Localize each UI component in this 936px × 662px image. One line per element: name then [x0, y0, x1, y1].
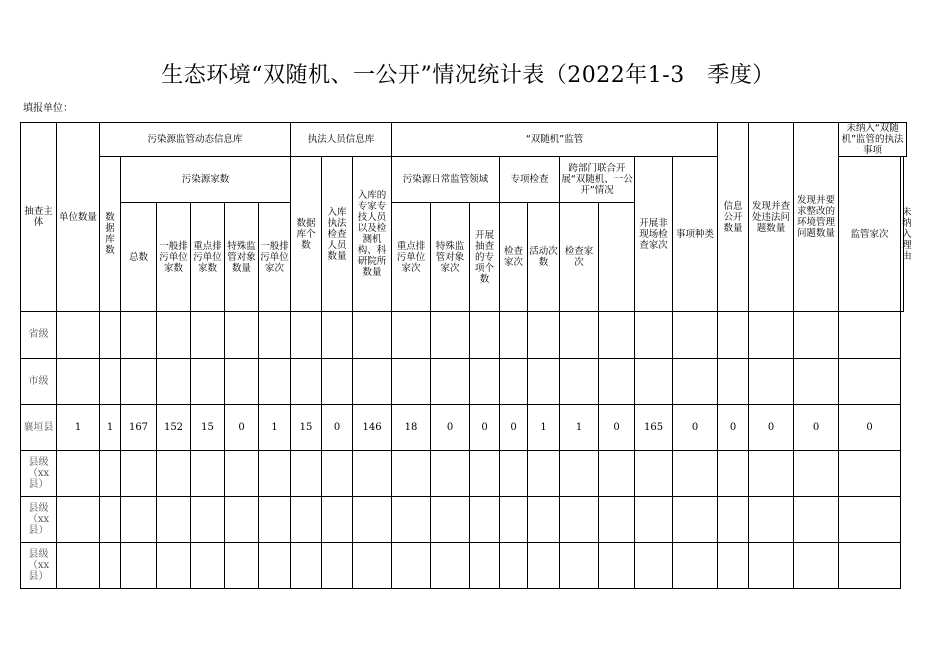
- table-cell: [392, 450, 431, 496]
- table-cell: 167: [121, 404, 157, 450]
- table-cell: [225, 542, 259, 588]
- header-activity-times: 活动次数: [528, 203, 560, 312]
- table-cell: [322, 496, 353, 542]
- table-cell: [121, 358, 157, 404]
- row-label: 省级: [21, 312, 57, 358]
- table-cell: [794, 496, 839, 542]
- table-cell: [392, 358, 431, 404]
- table-cell: 0: [470, 404, 500, 450]
- table-cell: [635, 312, 673, 358]
- table-cell: [431, 496, 470, 542]
- table-cell: [191, 312, 225, 358]
- table-cell: 1: [259, 404, 291, 450]
- table-cell: [121, 496, 157, 542]
- table-cell: [635, 542, 673, 588]
- table-cell: [57, 450, 100, 496]
- table-cell: 0: [599, 404, 635, 450]
- table-cell: [599, 542, 635, 588]
- table-cell: [749, 358, 794, 404]
- table-cell: [599, 358, 635, 404]
- table-cell: [157, 450, 191, 496]
- table-cell: [157, 542, 191, 588]
- table-cell: [500, 312, 528, 358]
- table-cell: [718, 450, 749, 496]
- reporting-unit-label: 填报单位：: [23, 103, 73, 114]
- table-cell: [100, 542, 121, 588]
- table-cell: 0: [500, 404, 528, 450]
- table-cell: [225, 496, 259, 542]
- row-label: 县级（xx县）: [21, 496, 57, 542]
- header-not-included-reason: 未纳入理由: [901, 157, 904, 312]
- page-title: 生态环境“双随机、一公开”情况统计表（2022年1-3 季度）: [161, 63, 775, 88]
- table-cell: [57, 496, 100, 542]
- table-cell: [57, 542, 100, 588]
- table-cell: [157, 496, 191, 542]
- table-cell: [291, 312, 322, 358]
- table-cell: [528, 358, 560, 404]
- table-row: [21, 312, 907, 358]
- table-cell: [121, 450, 157, 496]
- header-item-types: 事项种类: [673, 157, 718, 312]
- table-cell: [839, 496, 901, 542]
- table-cell: [560, 496, 599, 542]
- table-cell: [431, 450, 470, 496]
- table-cell: [500, 450, 528, 496]
- table-cell: 152: [157, 404, 191, 450]
- table-cell: 0: [749, 404, 794, 450]
- table-cell: [635, 496, 673, 542]
- table-cell: [500, 542, 528, 588]
- header-cross-check-times: 检查家次: [560, 203, 599, 312]
- table-cell: [560, 450, 599, 496]
- table-cell: [259, 312, 291, 358]
- table-cell: [528, 542, 560, 588]
- table-cell: [57, 358, 100, 404]
- table-cell: [225, 312, 259, 358]
- table-cell: [718, 358, 749, 404]
- table-cell: [259, 542, 291, 588]
- table-cell: [353, 358, 392, 404]
- header-special-times: 特殊监管对象家次: [431, 203, 470, 312]
- header-violations-found: 发现并查处违法问题数量: [749, 123, 794, 312]
- table-cell: [100, 312, 121, 358]
- table-cell: 18: [392, 404, 431, 450]
- table-cell: [718, 496, 749, 542]
- table-cell: [500, 358, 528, 404]
- header-unit-count: 单位数量: [57, 123, 100, 312]
- table-cell: 0: [225, 404, 259, 450]
- table-cell: [291, 542, 322, 588]
- table-cell: [259, 358, 291, 404]
- table-cell: [392, 542, 431, 588]
- table-cell: [560, 542, 599, 588]
- header-pollution-sources: 污染源家数: [121, 157, 291, 203]
- table-cell: [353, 450, 392, 496]
- header-officers-in-db: 入库执法检查人员数量: [322, 157, 353, 312]
- table-cell: [794, 312, 839, 358]
- table-cell: [673, 450, 718, 496]
- header-inspect-subject: 抽查主体: [21, 123, 57, 312]
- table-cell: [191, 450, 225, 496]
- table-cell: [560, 358, 599, 404]
- table-cell: [392, 312, 431, 358]
- header-double-random: “双随机”监管: [392, 123, 718, 157]
- table-cell: [100, 450, 121, 496]
- table-cell: [470, 312, 500, 358]
- header-info-public: 信息公开数量: [718, 123, 749, 312]
- table-cell: 0: [839, 404, 901, 450]
- table-cell: [291, 496, 322, 542]
- row-label: 襄垣县: [21, 404, 57, 450]
- table-cell: [291, 358, 322, 404]
- table-cell: [57, 312, 100, 358]
- table-cell: [225, 358, 259, 404]
- table-cell: 0: [794, 404, 839, 450]
- table-cell: [259, 496, 291, 542]
- header-not-included: 未纳入“双随机”监管的执法事项: [839, 123, 907, 157]
- table-cell: [528, 312, 560, 358]
- header-general-times: 一般排污单位家次: [259, 203, 291, 312]
- table-cell: [322, 358, 353, 404]
- table-cell: [794, 450, 839, 496]
- header-experts-in-db: 入库的专家专技人员以及检测机构、科研院所数量: [353, 157, 392, 312]
- header-rectify-count: 发现并要求整改的环境管理问题数量: [794, 123, 839, 312]
- table-cell: [100, 358, 121, 404]
- row-label: 市级: [21, 358, 57, 404]
- table-cell: [470, 450, 500, 496]
- table-cell: [431, 312, 470, 358]
- table-cell: [470, 358, 500, 404]
- table-cell: [291, 450, 322, 496]
- row-label: 县级（xx县）: [21, 450, 57, 496]
- table-cell: [635, 358, 673, 404]
- table-cell: [157, 358, 191, 404]
- table-cell: [353, 312, 392, 358]
- table-cell: [673, 542, 718, 588]
- table-row: [21, 404, 907, 450]
- table-cell: 1: [560, 404, 599, 450]
- table-cell: [673, 312, 718, 358]
- header-db-count: 数据库数: [100, 157, 121, 312]
- table-cell: [794, 358, 839, 404]
- table-cell: [599, 312, 635, 358]
- header-special-items: 开展抽查的专项个数: [470, 203, 500, 312]
- table-cell: [749, 496, 794, 542]
- table-row: [21, 358, 907, 404]
- table-cell: [121, 542, 157, 588]
- table-cell: [673, 496, 718, 542]
- header-daily-domain: 污染源日常监管领域: [392, 157, 500, 203]
- table-cell: [749, 450, 794, 496]
- table-cell: [470, 496, 500, 542]
- table-cell: 15: [191, 404, 225, 450]
- table-cell: 1: [100, 404, 121, 450]
- header-pollution-db: 污染源监管动态信息库: [100, 123, 291, 157]
- header-special-objects: 特殊监管对象数量: [225, 203, 259, 312]
- table-cell: 0: [718, 404, 749, 450]
- table-cell: 1: [57, 404, 100, 450]
- table-cell: [749, 312, 794, 358]
- table-cell: [500, 496, 528, 542]
- table-cell: [353, 542, 392, 588]
- statistics-table: [20, 122, 912, 589]
- header-cross-dept: 跨部门联合开展“双随机、一公开”情况: [560, 157, 635, 203]
- table-cell: [560, 312, 599, 358]
- table-cell: [225, 450, 259, 496]
- header-officer-db: 执法人员信息库: [291, 123, 392, 157]
- table-cell: [121, 312, 157, 358]
- table-cell: [839, 312, 901, 358]
- table-cell: [322, 542, 353, 588]
- header-officer-db-count: 数据库个数: [291, 157, 322, 312]
- table-cell: 165: [635, 404, 673, 450]
- header-key-units: 重点排污单位家数: [191, 203, 225, 312]
- table-cell: [191, 496, 225, 542]
- table-cell: [528, 450, 560, 496]
- table-cell: [353, 496, 392, 542]
- table-cell: [794, 542, 839, 588]
- table-cell: [191, 542, 225, 588]
- table-cell: [599, 450, 635, 496]
- table-cell: [322, 450, 353, 496]
- table-cell: [470, 542, 500, 588]
- table-cell: 146: [353, 404, 392, 450]
- table-cell: [839, 358, 901, 404]
- row-label: 县级（xx县）: [21, 542, 57, 588]
- table-cell: [635, 450, 673, 496]
- table-cell: [839, 542, 901, 588]
- table-cell: 15: [291, 404, 322, 450]
- table-body: [21, 312, 907, 589]
- header-offsite-checks: 开展非现场检查家次: [635, 157, 673, 312]
- table-cell: 1: [528, 404, 560, 450]
- table-cell: [322, 312, 353, 358]
- table-cell: 0: [673, 404, 718, 450]
- table-row: [21, 496, 907, 542]
- table-cell: [839, 450, 901, 496]
- header-general-units: 一般排污单位家数: [157, 203, 191, 312]
- header-check-times: 检查家次: [500, 203, 528, 312]
- table-cell: [191, 358, 225, 404]
- table-cell: [718, 542, 749, 588]
- table-cell: [392, 496, 431, 542]
- table-cell: [431, 358, 470, 404]
- table-cell: [100, 496, 121, 542]
- table-cell: [259, 450, 291, 496]
- header-special-check: 专项检查: [500, 157, 560, 203]
- table-cell: [718, 312, 749, 358]
- table-cell: [749, 542, 794, 588]
- table-cell: [673, 358, 718, 404]
- table-row: [21, 542, 907, 588]
- header-total: 总数: [121, 203, 157, 312]
- header-key-times: 重点排污单位家次: [392, 203, 431, 312]
- table-cell: [157, 312, 191, 358]
- table-cell: [431, 542, 470, 588]
- table-cell: [599, 496, 635, 542]
- table-cell: 0: [322, 404, 353, 450]
- table-cell: [528, 496, 560, 542]
- table-cell: 0: [431, 404, 470, 450]
- table-row: [21, 450, 907, 496]
- header-supervised-times: 监管家次: [839, 157, 901, 312]
